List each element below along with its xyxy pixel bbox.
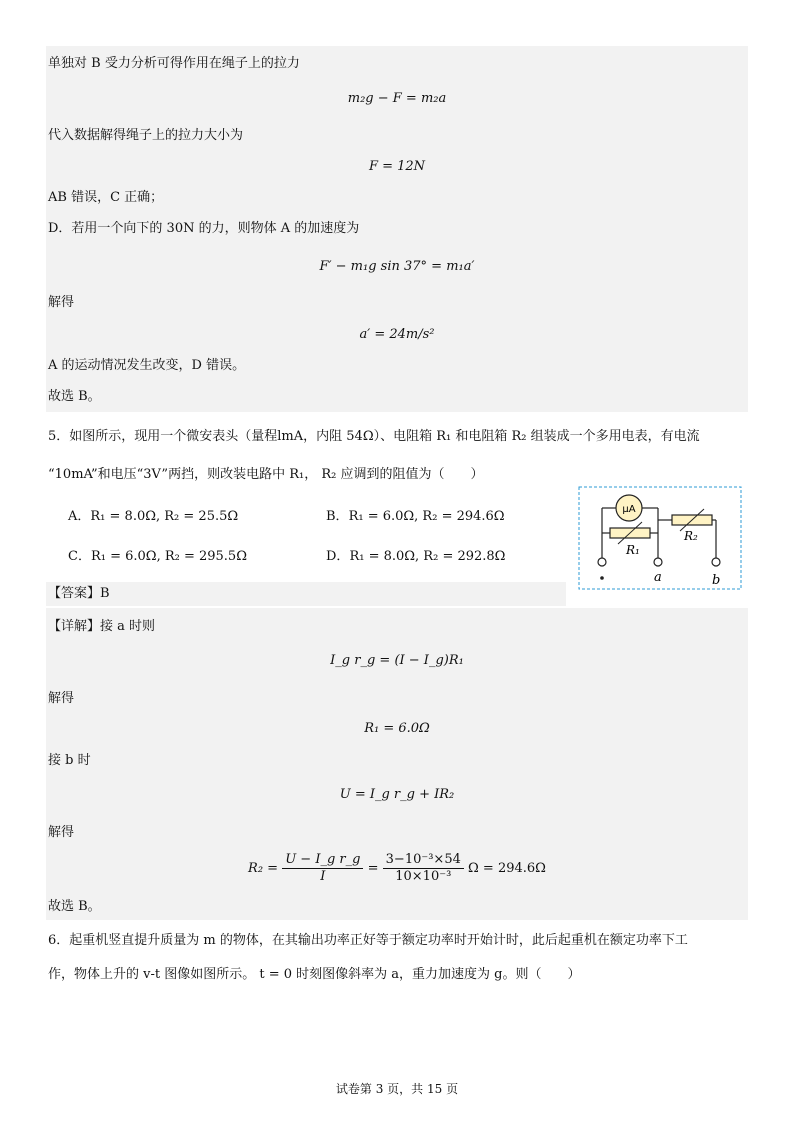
r2-label: R₂ (684, 529, 698, 543)
equation: R₁ = 6.0Ω (364, 721, 430, 736)
equation: a′ = 24m/s² (359, 327, 435, 342)
option-a: A．R₁ = 8.0Ω, R₂ = 25.5Ω (68, 509, 239, 524)
text-line: AB 错误，C 正确； (48, 190, 164, 205)
terminal-dot (600, 576, 604, 580)
option-b: B．R₁ = 6.0Ω, R₂ = 294.6Ω (326, 509, 505, 524)
terminal-b-label: b (712, 573, 721, 588)
meter-label: μA (622, 504, 636, 515)
text-line: 接 b 时 (48, 753, 91, 768)
equation-r2-fraction: R₂ = $\frac{\text{U − I\_g r\_g}}{I}$ = $\frac{\text{3−10⁻³×54}}{\text{10×10⁻³}}$ Ω = 294.6Ω (248, 852, 546, 884)
equation: U = I_g r_g + IR₂ (339, 787, 455, 802)
text-line: 单独对 B 受力分析可得作用在绳子上的拉力 (48, 56, 300, 71)
text-line: A 的运动情况发生改变，D 错误。 (48, 358, 246, 373)
answer-label: 【答案】B (48, 586, 110, 601)
terminal-a (654, 558, 662, 566)
equation: I_g r_g = (I − I_g)R₁ (330, 653, 464, 668)
terminal-b (712, 558, 720, 566)
fraction-1: $\frac{\text{U − I\_g r\_g}}{I}$ (282, 852, 363, 885)
text-line: D．若用一个向下的 30N 的力，则物体 A 的加速度为 (48, 221, 360, 236)
equation: F′ − m₁g sin 37° = m₁a′ (319, 259, 475, 274)
detail-intro: 【详解】接 a 时则 (48, 619, 156, 634)
text-line: 故选 B。 (48, 899, 101, 914)
terminal-a-label: a (654, 570, 662, 585)
equation: m₂g − F = m₂a (347, 91, 447, 106)
question5-stem-line2: “10mA”和电压“3V”两挡，则改装电路中 R₁， R₂ 应调到的阻值为（ ） (48, 467, 484, 482)
question5-stem-line1: 5．如图所示，现用一个微安表头（量程lmA，内阻 54Ω）、电阻箱 R₁ 和电阻箱 R₂ 组装成一个多用电表，有电流 (48, 429, 700, 444)
equation: F = 12N (368, 159, 426, 174)
text-line: 代入数据解得绳子上的拉力大小为 (48, 128, 244, 143)
terminal-common (598, 558, 606, 566)
text-line: 解得 (48, 691, 75, 706)
answer-shade (46, 582, 566, 606)
question6-line1: 6．起重机竖直提升质量为 m 的物体，在其输出功率正好等于额定功率时开始计时，此后起重机在额定功率下工 (48, 933, 688, 948)
option-d: D．R₁ = 8.0Ω, R₂ = 292.8Ω (326, 549, 506, 564)
question6-line2: 作，物体上升的 v-t 图像如图所示。 t = 0 时刻图像斜率为 a，重力加速度为 g。则（ ） (48, 967, 581, 982)
text-line: 解得 (48, 825, 75, 840)
page-footer: 试卷第 3 页，共 15 页 (335, 1082, 459, 1096)
text-line: 故选 B。 (48, 389, 101, 404)
r1-label: R₁ (626, 543, 640, 557)
text-line: 解得 (48, 295, 75, 310)
option-c: C．R₁ = 6.0Ω, R₂ = 295.5Ω (68, 549, 247, 564)
circuit-diagram (578, 486, 742, 590)
fraction-2: $\frac{\text{3−10⁻³×54}}{\text{10×10⁻³}}$ (383, 852, 464, 885)
